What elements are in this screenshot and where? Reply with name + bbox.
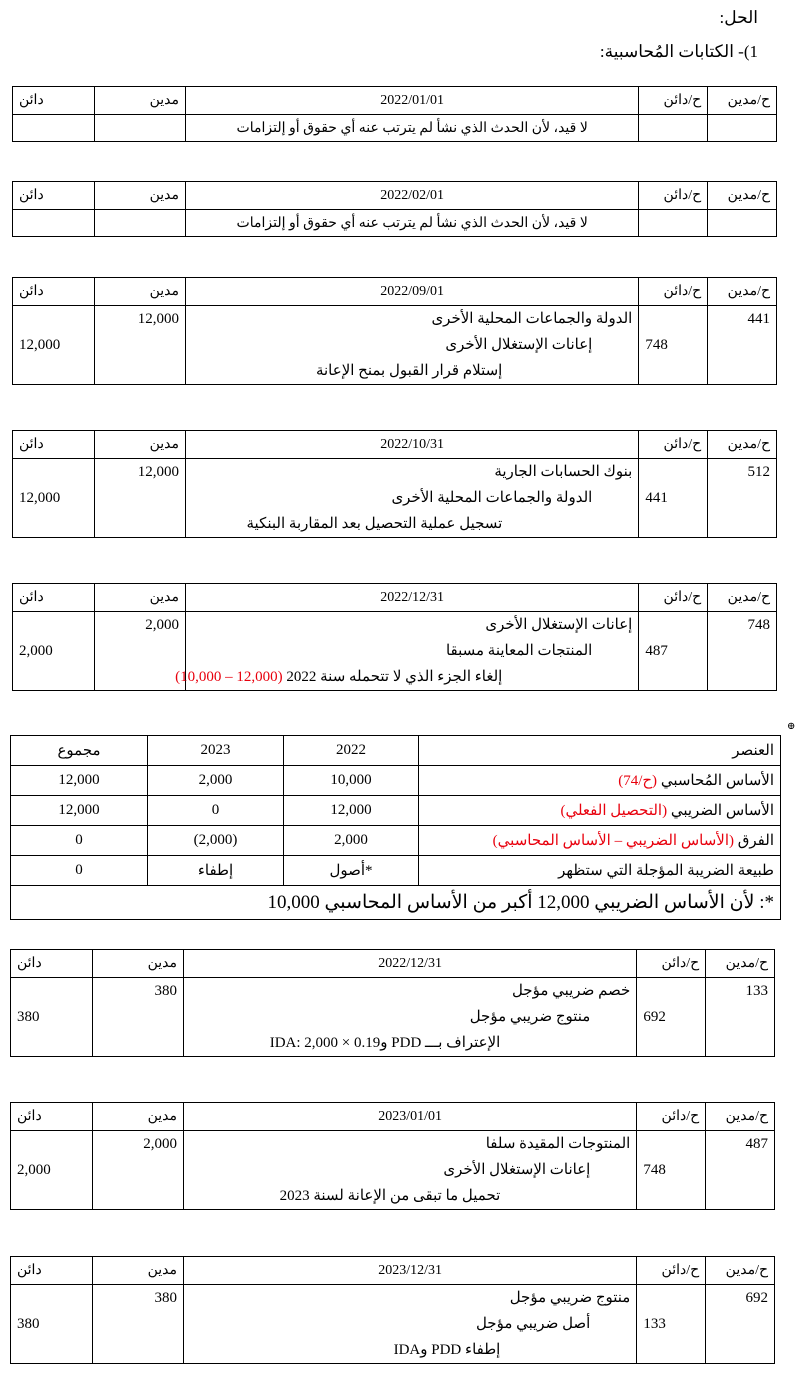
credit-amount: 2,000 (19, 643, 53, 659)
credit-account-column-header: ح/دائن (637, 950, 706, 978)
debit-account-cell (708, 115, 777, 142)
entry-description-cell (184, 978, 637, 1057)
table-move-handle-icon[interactable]: ⊕ (787, 721, 796, 732)
debit-account-name: منتوج ضريبي مؤجل (509, 1290, 631, 1306)
header-total: مجموع (11, 736, 148, 766)
debit-account-cell (708, 459, 777, 538)
header-2022: 2022 (284, 736, 419, 766)
row-label (419, 826, 781, 856)
debit-amount: 2,000 (143, 1136, 178, 1152)
credit-column-header: دائن (11, 1103, 93, 1131)
credit-account-cell (639, 459, 708, 538)
debit-account-column-header: ح/مدين (708, 278, 777, 306)
debit-cell (92, 978, 183, 1057)
debit-cell (94, 612, 185, 691)
credit-account-cell (639, 306, 708, 385)
entry-description-cell (184, 1131, 637, 1210)
no-entry-text: لا قيد، لأن الحدث الذي نشأ لم يترتب عنه أي حقوق أو إلتزامات (186, 115, 639, 142)
explanation-text: تحميل ما تبقى من الإعانة لسنة 2023 (279, 1188, 501, 1204)
credit-account-column-header: ح/دائن (639, 584, 708, 612)
credit-account-name: منتوج ضريبي مؤجل (469, 1009, 591, 1025)
cell-2023: إطفاء (148, 856, 284, 886)
entry-explanation (190, 1183, 630, 1209)
journal-entry-table (12, 583, 777, 691)
credit-account-cell (639, 210, 708, 237)
journal-entry-table (10, 1256, 775, 1364)
entry-date: 2023/12/31 (184, 1257, 637, 1285)
credit-cell (11, 1285, 93, 1364)
debit-account-column-header: ح/مدين (706, 1103, 775, 1131)
debit-amount: 2,000 (145, 617, 180, 633)
table-row (11, 766, 781, 796)
entry-date: 2022/12/31 (184, 950, 637, 978)
debit-account-column-header: ح/مدين (708, 584, 777, 612)
debit-column-header: مدين (94, 87, 185, 115)
debit-column-header: مدين (92, 1257, 183, 1285)
credit-account-name: إعانات الإستغلال الأخرى (445, 337, 593, 353)
debit-account-name: خصم ضريبي مؤجل (511, 983, 631, 999)
credit-account-column-header: ح/دائن (639, 182, 708, 210)
journal-entry-table (12, 277, 777, 385)
debit-amount: 12,000 (137, 311, 180, 327)
credit-account-cell (637, 978, 706, 1057)
explanation-text: الإعتراف بـــ PDD وIDA: 2,000 × 0.19 (269, 1035, 501, 1051)
credit-account-no: 692 (643, 1009, 666, 1025)
credit-account-no: 748 (643, 1162, 666, 1178)
explanation-red-text: (12,000 – 10,000) (175, 669, 283, 685)
credit-account-column-header: ح/دائن (639, 87, 708, 115)
credit-account-no: 441 (645, 490, 668, 506)
debit-account-no: 487 (745, 1136, 768, 1152)
entry-description-cell (175, 612, 639, 691)
entry-date: 2022/12/31 (186, 584, 639, 612)
debit-account-column-header: ح/مدين (706, 1257, 775, 1285)
entry-date: 2022/09/01 (186, 278, 639, 306)
debit-account-column-header: ح/مدين (708, 431, 777, 459)
cell-2022: 2,000 (284, 826, 419, 856)
debit-cell (94, 115, 185, 142)
credit-account-no: 487 (645, 643, 668, 659)
debit-column-header: مدين (94, 431, 185, 459)
table-row (11, 796, 781, 826)
credit-column-header: دائن (11, 950, 93, 978)
credit-amount: 12,000 (19, 337, 61, 353)
debit-account-cell (708, 612, 777, 691)
entry-explanation (192, 358, 632, 384)
label-text: طبيعة الضريبة المؤجلة التي ستظهر (558, 863, 774, 879)
debit-column-header: مدين (94, 278, 185, 306)
debit-amount: 380 (154, 1290, 178, 1306)
entry-description-cell (186, 306, 639, 385)
debit-account-name: الدولة والجماعات المحلية الأخرى (431, 311, 633, 327)
cell-2023: (2,000) (148, 826, 284, 856)
cell-2023: 2,000 (148, 766, 284, 796)
label-text: الفرق (737, 833, 774, 849)
cell-total: 0 (11, 856, 148, 886)
explanation-text: إلغاء الجزء الذي لا تتحمله سنة 2022 (286, 669, 503, 685)
entry-date: 2022/10/31 (186, 431, 639, 459)
row-label (419, 856, 781, 886)
debit-cell (92, 1131, 183, 1210)
row-label (419, 796, 781, 826)
credit-amount: 380 (17, 1316, 40, 1332)
debit-account-name: بنوك الحسابات الجارية (494, 464, 633, 480)
debit-cell (94, 306, 185, 385)
debit-account-no: 692 (745, 1290, 768, 1306)
debit-account-cell (706, 1131, 775, 1210)
credit-account-no: 748 (645, 337, 668, 353)
debit-cell (92, 1285, 183, 1364)
credit-account-name: إعانات الإستغلال الأخرى (443, 1162, 591, 1178)
credit-column-header: دائن (11, 1257, 93, 1285)
debit-account-no: 133 (745, 983, 768, 999)
debit-column-header: مدين (94, 182, 185, 210)
explanation-text: إستلام قرار القبول بمنح الإعانة (315, 363, 503, 379)
credit-account-cell (637, 1285, 706, 1364)
credit-column-header: دائن (13, 431, 95, 459)
entry-date: 2022/02/01 (186, 182, 639, 210)
entry-date: 2022/01/01 (186, 87, 639, 115)
credit-cell (11, 1131, 93, 1210)
label-red-text: (ح/74) (618, 773, 658, 789)
credit-account-name: المنتجات المعاينة مسبقا (445, 643, 593, 659)
credit-account-column-header: ح/دائن (637, 1103, 706, 1131)
cell-2022: 10,000 (284, 766, 419, 796)
entry-explanation (190, 1337, 630, 1363)
journal-entry-table (12, 181, 777, 237)
solution-label: الحل: (719, 8, 758, 27)
cell-total: 12,000 (11, 766, 148, 796)
journal-entry-table (12, 86, 777, 142)
entry-date: 2023/01/01 (184, 1103, 637, 1131)
debit-account-no: 512 (747, 464, 770, 480)
journal-entry-table (10, 949, 775, 1057)
credit-cell (13, 115, 95, 142)
table-row (11, 826, 781, 856)
row-label (419, 766, 781, 796)
entry-explanation (175, 664, 632, 690)
credit-cell (13, 210, 95, 237)
debit-column-header: مدين (92, 950, 183, 978)
explanation-text: إطفاء PDD وIDA (393, 1342, 501, 1358)
journal-entry-table (12, 430, 777, 538)
debit-cell (94, 210, 185, 237)
credit-account-column-header: ح/دائن (637, 1257, 706, 1285)
credit-cell (11, 978, 93, 1057)
cell-2022: أصول* (284, 856, 419, 886)
label-text: الأساس الضريبي (670, 803, 774, 819)
credit-account-cell (639, 115, 708, 142)
credit-amount: 12,000 (19, 490, 61, 506)
debit-account-no: 748 (747, 617, 770, 633)
debit-account-column-header: ح/مدين (708, 87, 777, 115)
credit-account-name: الدولة والجماعات المحلية الأخرى (391, 490, 593, 506)
credit-account-column-header: ح/دائن (639, 431, 708, 459)
credit-column-header: دائن (13, 87, 95, 115)
debit-account-cell (706, 1285, 775, 1364)
label-red-text: (الأساس الضريبي – الأساس المحاسبي) (492, 833, 734, 849)
credit-cell (13, 459, 95, 538)
credit-account-cell (639, 612, 708, 691)
credit-account-column-header: ح/دائن (639, 278, 708, 306)
debit-account-cell (706, 978, 775, 1057)
debit-account-cell (708, 306, 777, 385)
debit-account-name: المنتوجات المقيدة سلفا (485, 1136, 631, 1152)
table-row (11, 856, 781, 886)
cell-total: 12,000 (11, 796, 148, 826)
cell-total: 0 (11, 826, 148, 856)
label-text: الأساس المُحاسبي (660, 773, 774, 789)
credit-column-header: دائن (13, 584, 95, 612)
credit-column-header: دائن (13, 182, 95, 210)
credit-account-cell (637, 1131, 706, 1210)
debit-amount: 380 (154, 983, 178, 999)
debit-account-no: 441 (747, 311, 770, 327)
journal-entry-table (10, 1102, 775, 1210)
credit-account-no: 133 (643, 1316, 666, 1332)
deferred-tax-table (10, 735, 781, 920)
credit-amount: 380 (17, 1009, 40, 1025)
credit-cell (13, 306, 95, 385)
debit-account-column-header: ح/مدين (708, 182, 777, 210)
entry-explanation (192, 511, 632, 537)
header-2023: 2023 (148, 736, 284, 766)
debit-account-name: إعانات الإستغلال الأخرى (485, 617, 633, 633)
debit-cell (94, 459, 185, 538)
header-element: العنصر (419, 736, 781, 766)
credit-amount: 2,000 (17, 1162, 51, 1178)
entry-explanation (190, 1030, 630, 1056)
debit-column-header: مدين (94, 584, 185, 612)
section-title: 1)- الكتابات المُحاسبية: (599, 42, 758, 61)
entry-description-cell (184, 1285, 637, 1364)
table-note: *: لأن الأساس الضريبي 12,000 أكبر من الأساس المحاسبي 10,000 (11, 886, 781, 920)
no-entry-text: لا قيد، لأن الحدث الذي نشأ لم يترتب عنه أي حقوق أو إلتزامات (186, 210, 639, 237)
label-red-text: (التحصيل الفعلي) (560, 803, 668, 819)
debit-column-header: مدين (92, 1103, 183, 1131)
debit-account-cell (708, 210, 777, 237)
debit-account-column-header: ح/مدين (706, 950, 775, 978)
explanation-text: تسجيل عملية التحصيل بعد المقاربة البنكية (246, 516, 503, 532)
credit-cell (13, 612, 95, 691)
cell-2023: 0 (148, 796, 284, 826)
entry-description-cell (186, 459, 639, 538)
debit-amount: 12,000 (137, 464, 180, 480)
cell-2022: 12,000 (284, 796, 419, 826)
credit-column-header: دائن (13, 278, 95, 306)
credit-account-name: أصل ضريبي مؤجل (475, 1316, 591, 1332)
